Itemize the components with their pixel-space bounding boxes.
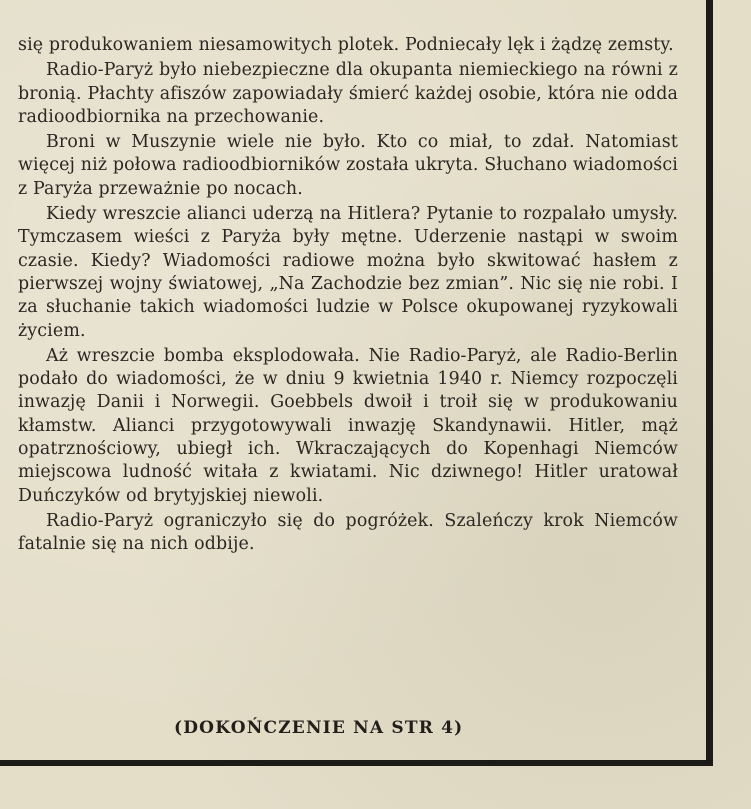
article-text — [18, 34, 678, 559]
continued-note: (DOKOŃCZENIE NA STR 4) — [174, 718, 464, 738]
article-paragraph: Aż wreszcie bomba eksplodowała. Nie Radio-Paryż, ale Radio-Berlin podało do wiadomości, że w dniu 9 kwietnia 1940 r. Niemcy rozpoczęli inwazję Danii i Norwegii. Goebbels dwoił i troił się w produkowaniu kłamstw. Alianci przygotowywali inwazję Skandynawii. Hitler, mąż opatrznościowy, ubiegł ich. Wkraczających do Kopenhagi Niemców miejscowa ludność witała z kwiatami. Nic dziwnego! Hitler uratował Duńczyków od brytyjskiej niewoli. — [18, 345, 678, 506]
article-paragraph: się produkowaniem niesamowitych plotek. Podniecały lęk i żądzę zemsty. — [18, 35, 674, 55]
article-paragraph: Radio-Paryż ograniczyło się do pogróżek. Szaleńczy krok Niemców fatalnie się na nich odbije. — [18, 510, 678, 555]
article-paragraph: Radio-Paryż było niebezpieczne dla okupanta niemieckiego na równi z bronią. Płachty afiszów zapowiadały śmierć każdej osobie, która nie odda radioodbiornika na przechowanie. — [18, 60, 678, 127]
article-paragraph: Broni w Muszynie wiele nie było. Kto co miał, to zdał. Natomiast więcej niż połowa radioodbiorników została ukryta. Słuchano wiadomości z Paryża przeważnie po nocach. — [18, 132, 678, 199]
column-rule — [706, 0, 713, 760]
bottom-rule — [0, 760, 713, 766]
article-paragraph: Kiedy wreszcie alianci uderzą na Hitlera? Pytanie to rozpalało umysły. Tymczasem wieści z Paryża były mętne. Uderzenie nastąpi w swoim czasie. Kiedy? Wiadomości radiowe można było skwitować hasłem z pierwszej wojny światowej, „Na Zachodzie bez zmian”. Nic się nie robi. I za słuchanie takich wiadomości ludzie w Polsce okupowanej ryzykowali życiem. — [18, 204, 678, 341]
